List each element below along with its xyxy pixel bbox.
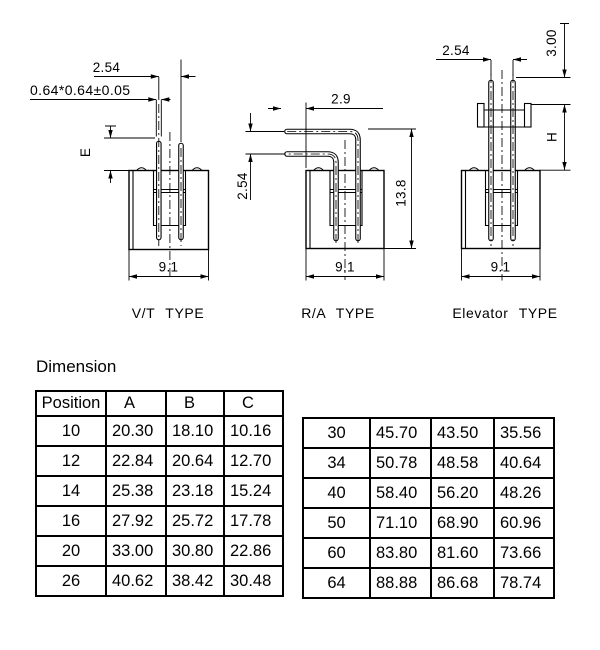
column-header-b: B: [166, 391, 224, 416]
value-cell: 40.62: [106, 566, 166, 596]
position-cell: 26: [36, 566, 106, 596]
vt-drawing: [30, 60, 209, 322]
ra-protrusion-dim-lines: [268, 103, 383, 169]
elevator-spacer: [478, 104, 532, 128]
elevator-pitch-dim-lines: [436, 60, 527, 77]
position-cell: 14: [36, 476, 106, 506]
position-cell: 12: [36, 446, 106, 476]
table-row: [303, 448, 554, 478]
table-row: [303, 508, 554, 538]
value-cell: 43.50: [431, 418, 494, 448]
vt-pitch-dim-text: 2.54: [92, 60, 121, 75]
table-row: [36, 446, 283, 476]
ra-pitch-dim-text: 2.54: [235, 172, 251, 200]
value-cell: 10.16: [224, 416, 283, 446]
elevator-type-label: Elevator TYPE: [452, 305, 558, 321]
value-cell: 60.96: [494, 508, 554, 538]
value-cell: 30.80: [166, 536, 224, 566]
value-cell: 12.70: [224, 446, 283, 476]
ra-pin-inner: [287, 154, 336, 239]
position-cell: 30: [303, 418, 370, 448]
value-cell: 25.72: [166, 506, 224, 536]
table-row: [36, 536, 283, 566]
value-cell: 23.18: [166, 476, 224, 506]
position-cell: 16: [36, 506, 106, 536]
table-row: [36, 476, 283, 506]
value-cell: 20.64: [166, 446, 224, 476]
value-cell: 22.84: [106, 446, 166, 476]
position-cell: 60: [303, 538, 370, 568]
ra-height-dim-lines: [368, 129, 416, 249]
ra-height-dim-text: 13.8: [393, 179, 409, 207]
value-cell: 78.74: [494, 568, 554, 598]
dimension-section-title: Dimension: [36, 357, 117, 376]
value-cell: 33.00: [106, 536, 166, 566]
value-cell: 45.70: [370, 418, 431, 448]
vt-pin-section-lines: [30, 100, 171, 137]
value-cell: 56.20: [431, 478, 494, 508]
column-header-position: Position: [36, 391, 106, 416]
value-cell: 30.48: [224, 566, 283, 596]
value-cell: 22.86: [224, 536, 283, 566]
elevator-width-dim-text: 9.1: [490, 259, 511, 275]
table-row: [303, 568, 554, 598]
value-cell: 73.66: [494, 538, 554, 568]
elevator-body: [462, 171, 541, 249]
value-cell: 48.58: [431, 448, 494, 478]
column-header-a: A: [106, 391, 166, 416]
value-cell: 20.30: [106, 416, 166, 446]
elevator-tip-dim-text: 3.00: [544, 29, 560, 57]
ra-drawing: [235, 92, 416, 322]
ra-pin-outer: [287, 132, 358, 239]
elevator-h-dim-text: H: [544, 131, 560, 143]
value-cell: 81.60: [431, 538, 494, 568]
value-cell: 68.90: [431, 508, 494, 538]
value-cell: 88.88: [370, 568, 431, 598]
column-header-c: C: [224, 391, 283, 416]
elevator-drawing: [436, 24, 571, 322]
value-cell: 18.10: [166, 416, 224, 446]
value-cell: 83.80: [370, 538, 431, 568]
value-cell: 38.42: [166, 566, 224, 596]
ra-pin-outer-fill: [287, 132, 358, 239]
value-cell: 58.40: [370, 478, 431, 508]
value-cell: 50.78: [370, 448, 431, 478]
value-cell: 35.56: [494, 418, 554, 448]
table-row: [36, 416, 283, 446]
position-cell: 40: [303, 478, 370, 508]
position-cell: 50: [303, 508, 370, 538]
value-cell: 86.68: [431, 568, 494, 598]
position-cell: 10: [36, 416, 106, 446]
value-cell: 40.64: [494, 448, 554, 478]
ra-type-label: R/A TYPE: [301, 305, 375, 321]
value-cell: 17.78: [224, 506, 283, 536]
value-cell: 71.10: [370, 508, 431, 538]
dimension-table-right: [302, 417, 555, 599]
table-row: [36, 506, 283, 536]
table-row: [303, 538, 554, 568]
dimension-table-left: [35, 390, 284, 597]
ra-width-dim-text: 9.1: [335, 259, 355, 275]
vt-body: [129, 171, 209, 250]
vt-pin-section-text: 0.64*0.64±0.05: [30, 82, 131, 98]
value-cell: 27.92: [106, 506, 166, 536]
vt-type-label: V/T TYPE: [131, 305, 205, 321]
value-cell: 15.24: [224, 476, 283, 506]
position-cell: 64: [303, 568, 370, 598]
table-row: [303, 478, 554, 508]
elevator-pitch-dim-text: 2.54: [442, 43, 470, 58]
ra-pin-inner-fill: [287, 154, 336, 239]
header-row: [36, 391, 283, 416]
position-cell: 20: [36, 536, 106, 566]
table-row: [303, 418, 554, 448]
vt-e-dim-text: E: [78, 147, 94, 158]
value-cell: 48.26: [494, 478, 554, 508]
value-cell: 25.38: [106, 476, 166, 506]
table-row: [36, 566, 283, 596]
ra-protrusion-dim-text: 2.9: [331, 91, 351, 107]
vt-width-dim-text: 9.1: [158, 259, 179, 275]
position-cell: 34: [303, 448, 370, 478]
